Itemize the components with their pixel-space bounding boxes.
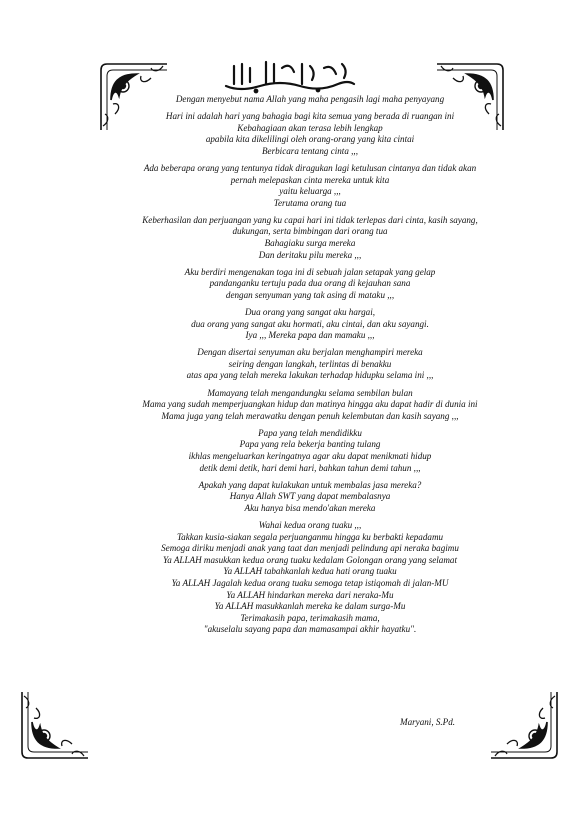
text-line: Mamayang telah mengandungku selama sembilan bulan: [207, 387, 413, 398]
text-line: Hari ini adalah hari yang bahagia bagi kita semua yang berada di ruangan ini: [165, 111, 455, 122]
corner-ornament-bottom-right: [487, 688, 561, 762]
text-line: Iya ,,, Mereka papa dan mamaku ,,,: [245, 330, 375, 341]
text-line: Hanya Allah SWT yang dapat membalasnya: [229, 491, 391, 502]
text-line: Apakah yang dapat kulakukan untuk membalas jasa mereka?: [198, 479, 422, 490]
text-line: dengan senyuman yang tak asing di mataku ,,,: [225, 289, 395, 300]
text-line: Berbicara tentang cinta ,,,: [262, 145, 358, 156]
text-line: Papa yang rela bekerja banting tulang: [239, 439, 381, 450]
text-line: Kebahagiaan akan terasa lebih lengkap: [237, 122, 383, 133]
text-line: Papa yang telah mendidikku: [258, 427, 362, 438]
text-line: Dua orang yang sangat aku hargai,: [244, 307, 375, 317]
text-line: dua orang yang sangat aku hormati, aku cintai, dan aku sayangi.: [191, 318, 429, 329]
text-line: atas apa yang telah mereka lakukan terhadap hidupku selama ini ,,,: [186, 370, 434, 381]
text-line: Wahai kedua orang tuaku ,,,: [258, 520, 362, 530]
text-line: Ya ALLAH Jagalah kedua orang tuaku semoga tetap istiqomah di jalan-MU: [171, 577, 449, 588]
text-line: Keberhasilan dan perjuangan yang ku capai hari ini tidak terlepas dari cinta, kasih sayang,: [142, 214, 478, 225]
text-line: detik demi detik, hari demi hari, bahkan tahun demi tahun ,,,: [199, 462, 421, 473]
text-line: Dan deritaku pilu mereka ,,,: [258, 249, 362, 260]
text-line: Ada beberapa orang yang tentunya tidak diragukan lagi ketulusan cintanya dan tidak akan: [143, 162, 477, 173]
text-line: Ya ALLAH tabahkanlah kedua hati orang tuaku: [223, 566, 397, 577]
basmala-calligraphy: [220, 58, 360, 94]
text-line: yaitu keluarga ,,,: [279, 186, 341, 197]
text-line: Dengan disertai senyuman aku berjalan menghampiri mereka: [197, 347, 423, 358]
signature: Maryani, S.Pd.: [400, 717, 456, 727]
text-line: seiring dengan langkah, terlintas di benakku: [228, 358, 392, 369]
text-line: Aku berdiri mengenakan toga ini di sebuah jalan setapak yang gelap: [184, 266, 436, 277]
text-line: apabila kita dikelilingi oleh orang-orang yang kita cintai: [205, 134, 415, 145]
text-line: Ya ALLAH masukkanlah mereka ke dalam surga-Mu: [214, 601, 406, 612]
text-line: Ya ALLAH masukkan kedua orang tuaku kedalam Golongan orang yang selamat: [162, 554, 457, 565]
text-line: Terimakasih papa, terimakasih mama,: [240, 612, 380, 623]
poem-text: [110, 94, 510, 636]
text-line: Bahagiaku surga mereka: [264, 238, 356, 249]
text-line: Ya ALLAH hindarkan mereka dari neraka-Mu: [226, 589, 394, 600]
text-line: Aku hanya bisa mendo'akan mereka: [244, 502, 376, 513]
text-line: Mama yang sudah memperjuangkan hidup dan matinya hingga aku dapat hadir di dunia ini: [142, 399, 478, 410]
text-line: dukungan, serta bimbingan dari orang tua: [232, 226, 388, 237]
text-line: Semoga diriku menjadi anak yang taat dan menjadi pelindung api neraka bagimu: [161, 543, 459, 554]
text-line: ikhlas mengeluarkan keringatnya agar aku dapat menikmati hidup: [188, 451, 432, 462]
text-line: pernah melepaskan cinta mereka untuk kita: [230, 174, 390, 185]
text-line: Dengan menyebut nama Allah yang maha pengasih lagi maha penyayang: [175, 94, 445, 104]
text-line: Takkan kusia-siakan segala perjuanganmu hingga ku berbakti kepadamu: [176, 531, 444, 542]
text-line: Mama juga yang telah merawatku dengan penuh kelembutan dan kasih sayang ,,,: [161, 410, 459, 421]
corner-ornament-bottom-left: [18, 688, 92, 762]
text-line: Terutama orang tua: [273, 197, 347, 208]
text-line: pandanganku tertuju pada dua orang di kejauhan sana: [209, 278, 411, 289]
text-line: "akuselalu sayang papa dan mamasampai akhir hayatku".: [203, 624, 417, 635]
